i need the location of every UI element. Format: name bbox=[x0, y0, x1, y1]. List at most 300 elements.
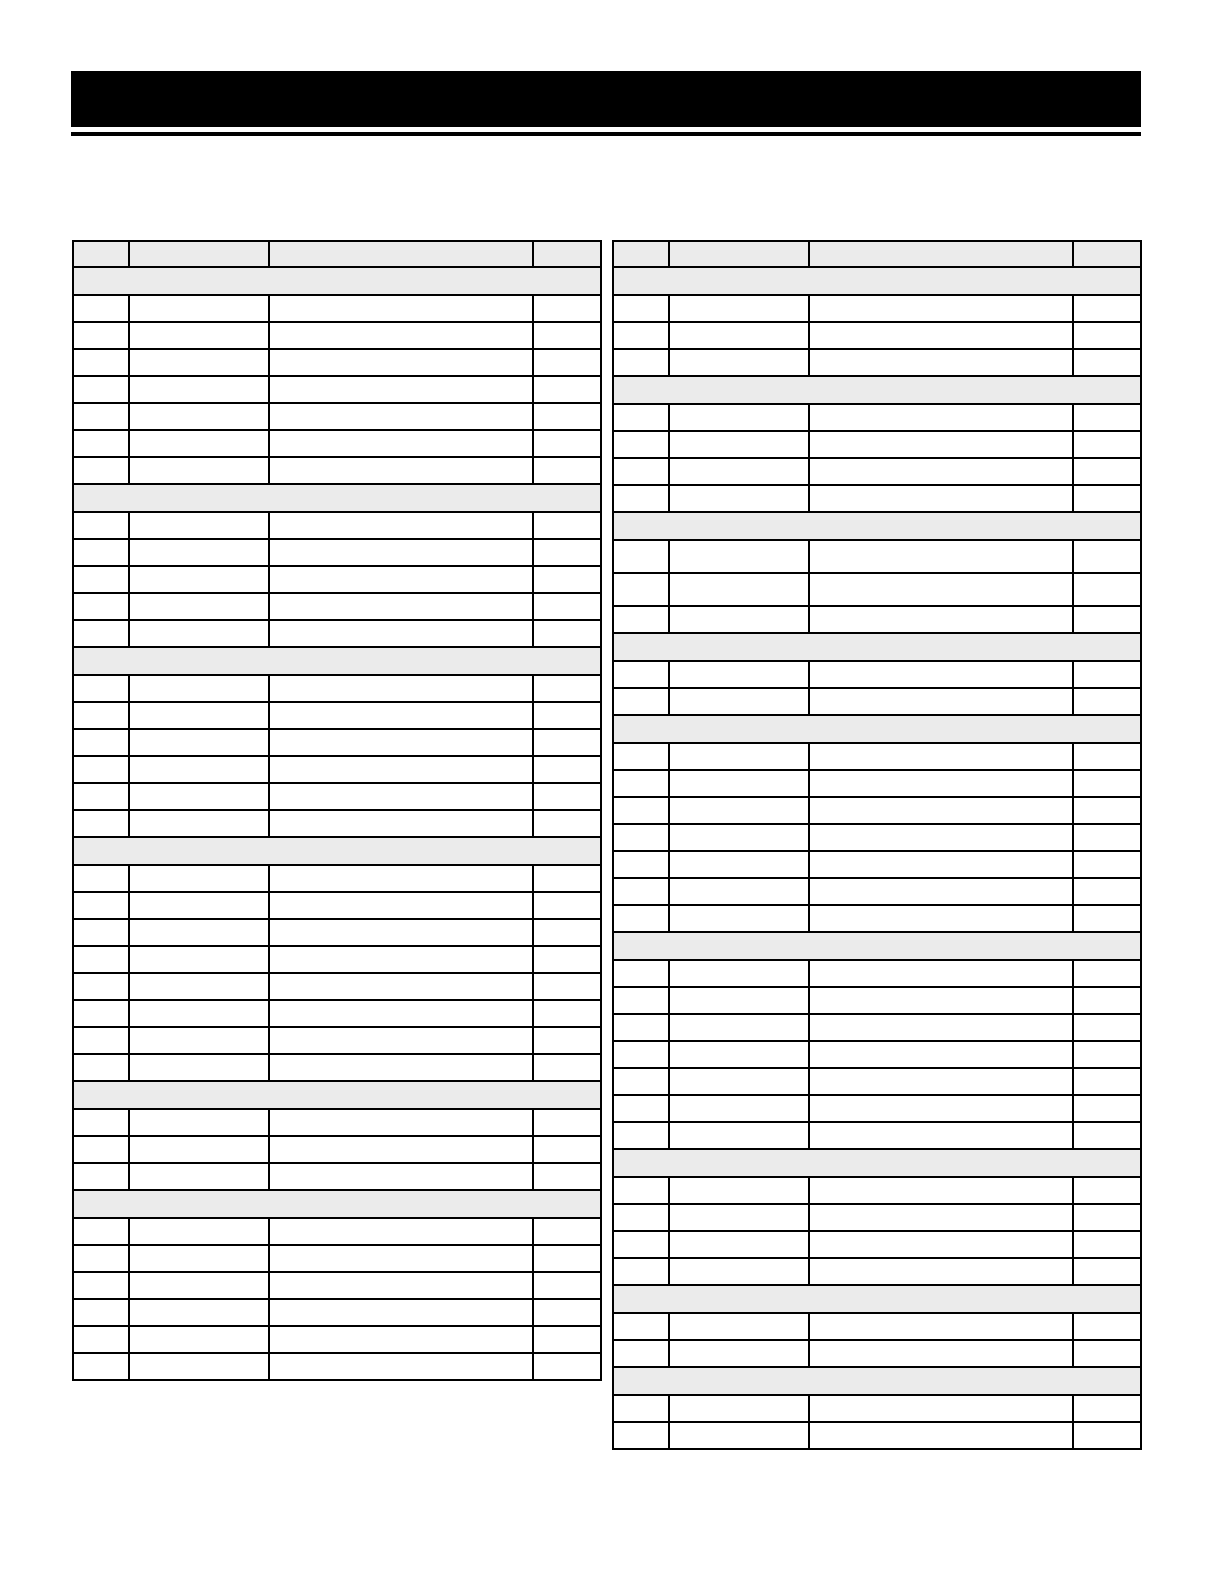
cell-description bbox=[269, 1245, 533, 1272]
cell-description bbox=[269, 973, 533, 1000]
cell-description bbox=[809, 688, 1073, 715]
cell-description bbox=[269, 1326, 533, 1353]
cell-part-number bbox=[129, 1109, 269, 1136]
cell-part-number bbox=[669, 1395, 809, 1422]
cell-no bbox=[613, 905, 669, 932]
cell-no bbox=[613, 878, 669, 905]
cell-description bbox=[809, 1041, 1073, 1068]
cell-no bbox=[613, 1258, 669, 1285]
header-cell-qty bbox=[533, 241, 601, 267]
cell-description bbox=[269, 566, 533, 593]
cell-part-number bbox=[129, 1299, 269, 1326]
cell-qty bbox=[533, 973, 601, 1000]
cell-no bbox=[613, 540, 669, 573]
table-row bbox=[73, 512, 601, 539]
cell-description bbox=[809, 295, 1073, 322]
table-row bbox=[613, 349, 1141, 376]
table-row bbox=[613, 1068, 1141, 1095]
table-row bbox=[613, 797, 1141, 824]
cell-description bbox=[269, 810, 533, 837]
section-label bbox=[73, 837, 601, 865]
cell-part-number bbox=[129, 1000, 269, 1027]
table-row bbox=[613, 458, 1141, 485]
cell-part-number bbox=[129, 946, 269, 973]
cell-description bbox=[809, 851, 1073, 878]
table-row bbox=[613, 960, 1141, 987]
cell-no bbox=[613, 1177, 669, 1204]
table-row bbox=[73, 675, 601, 702]
table-row bbox=[73, 430, 601, 457]
cell-no bbox=[73, 430, 129, 457]
table-row bbox=[613, 431, 1141, 458]
cell-no bbox=[613, 322, 669, 349]
header-cell-qty bbox=[1073, 241, 1141, 267]
cell-qty bbox=[533, 946, 601, 973]
section-header-row bbox=[613, 1149, 1141, 1177]
cell-part-number bbox=[669, 1231, 809, 1258]
section-label bbox=[73, 647, 601, 675]
section-header-row bbox=[73, 484, 601, 512]
cell-part-number bbox=[669, 905, 809, 932]
cell-description bbox=[809, 824, 1073, 851]
cell-qty bbox=[533, 457, 601, 484]
cell-part-number bbox=[669, 573, 809, 606]
cell-qty bbox=[533, 1272, 601, 1299]
cell-part-number bbox=[129, 1326, 269, 1353]
cell-no bbox=[613, 431, 669, 458]
cell-description bbox=[269, 1299, 533, 1326]
cell-qty bbox=[533, 539, 601, 566]
section-label bbox=[613, 1367, 1141, 1395]
cell-no bbox=[73, 675, 129, 702]
cell-part-number bbox=[669, 1068, 809, 1095]
cell-part-number bbox=[669, 431, 809, 458]
table-header-row bbox=[73, 241, 601, 267]
cell-part-number bbox=[129, 349, 269, 376]
table-row bbox=[613, 1041, 1141, 1068]
cell-qty bbox=[533, 702, 601, 729]
section-label bbox=[73, 1081, 601, 1109]
title-bar bbox=[71, 71, 1141, 127]
cell-qty bbox=[533, 1326, 601, 1353]
cell-no bbox=[73, 1218, 129, 1245]
cell-qty bbox=[533, 1054, 601, 1081]
cell-description bbox=[809, 1122, 1073, 1149]
section-header-row bbox=[613, 715, 1141, 743]
cell-description bbox=[269, 756, 533, 783]
cell-description bbox=[269, 729, 533, 756]
cell-no bbox=[613, 404, 669, 431]
cell-description bbox=[809, 458, 1073, 485]
cell-no bbox=[613, 851, 669, 878]
section-label bbox=[613, 633, 1141, 661]
cell-part-number bbox=[669, 987, 809, 1014]
cell-part-number bbox=[669, 797, 809, 824]
cell-part-number bbox=[129, 756, 269, 783]
cell-qty bbox=[533, 810, 601, 837]
cell-no bbox=[73, 457, 129, 484]
cell-part-number bbox=[129, 1054, 269, 1081]
cell-qty bbox=[533, 1245, 601, 1272]
table-row bbox=[73, 1245, 601, 1272]
cell-qty bbox=[1073, 1231, 1141, 1258]
table-row bbox=[613, 1258, 1141, 1285]
cell-no bbox=[613, 458, 669, 485]
cell-part-number bbox=[669, 661, 809, 688]
cell-qty bbox=[533, 1136, 601, 1163]
table-row bbox=[73, 810, 601, 837]
table-row bbox=[613, 1204, 1141, 1231]
section-header-row bbox=[613, 633, 1141, 661]
cell-no bbox=[613, 960, 669, 987]
table-row bbox=[73, 702, 601, 729]
cell-part-number bbox=[669, 688, 809, 715]
cell-part-number bbox=[129, 376, 269, 403]
cell-description bbox=[269, 1000, 533, 1027]
table-row bbox=[73, 539, 601, 566]
cell-description bbox=[269, 1027, 533, 1054]
cell-qty bbox=[1073, 1095, 1141, 1122]
cell-no bbox=[73, 539, 129, 566]
cell-part-number bbox=[129, 566, 269, 593]
cell-qty bbox=[1073, 1258, 1141, 1285]
cell-part-number bbox=[669, 1340, 809, 1367]
cell-part-number bbox=[129, 675, 269, 702]
cell-no bbox=[73, 810, 129, 837]
section-header-row bbox=[73, 1081, 601, 1109]
cell-description bbox=[269, 1054, 533, 1081]
cell-no bbox=[613, 1395, 669, 1422]
cell-description bbox=[269, 783, 533, 810]
cell-no bbox=[73, 729, 129, 756]
cell-qty bbox=[1073, 851, 1141, 878]
cell-no bbox=[613, 573, 669, 606]
cell-no bbox=[73, 892, 129, 919]
cell-part-number bbox=[669, 1041, 809, 1068]
cell-description bbox=[269, 349, 533, 376]
cell-description bbox=[269, 946, 533, 973]
cell-description bbox=[269, 919, 533, 946]
cell-part-number bbox=[669, 606, 809, 633]
cell-qty bbox=[533, 566, 601, 593]
cell-no bbox=[73, 1272, 129, 1299]
cell-description bbox=[809, 770, 1073, 797]
section-label bbox=[613, 512, 1141, 540]
cell-no bbox=[73, 919, 129, 946]
table-row bbox=[73, 376, 601, 403]
section-header-row bbox=[73, 267, 601, 295]
table-row bbox=[613, 878, 1141, 905]
cell-part-number bbox=[129, 1027, 269, 1054]
cell-no bbox=[73, 1299, 129, 1326]
cell-part-number bbox=[129, 1272, 269, 1299]
cell-no bbox=[613, 1313, 669, 1340]
cell-description bbox=[809, 1231, 1073, 1258]
cell-description bbox=[809, 987, 1073, 1014]
cell-qty bbox=[1073, 458, 1141, 485]
cell-part-number bbox=[129, 430, 269, 457]
cell-no bbox=[613, 1204, 669, 1231]
table-row bbox=[73, 1299, 601, 1326]
table-row bbox=[613, 1395, 1141, 1422]
cell-qty bbox=[1073, 987, 1141, 1014]
cell-qty bbox=[1073, 1041, 1141, 1068]
section-label bbox=[613, 932, 1141, 960]
parts-table-left bbox=[72, 240, 602, 1381]
section-label bbox=[613, 376, 1141, 404]
cell-part-number bbox=[129, 1245, 269, 1272]
table-row bbox=[73, 973, 601, 1000]
table-row bbox=[613, 824, 1141, 851]
table-row bbox=[613, 322, 1141, 349]
table-row bbox=[73, 457, 601, 484]
cell-description bbox=[269, 675, 533, 702]
cell-no bbox=[73, 973, 129, 1000]
cell-qty bbox=[533, 295, 601, 322]
cell-part-number bbox=[129, 1353, 269, 1380]
table-row bbox=[613, 606, 1141, 633]
cell-no bbox=[73, 756, 129, 783]
section-header-row bbox=[73, 837, 601, 865]
cell-description bbox=[269, 457, 533, 484]
cell-qty bbox=[533, 1163, 601, 1190]
cell-no bbox=[73, 512, 129, 539]
cell-part-number bbox=[669, 1422, 809, 1449]
cell-description bbox=[809, 743, 1073, 770]
cell-part-number bbox=[129, 810, 269, 837]
cell-no bbox=[613, 1122, 669, 1149]
cell-description bbox=[809, 1068, 1073, 1095]
table-row bbox=[73, 322, 601, 349]
table-row bbox=[73, 620, 601, 647]
table-row bbox=[613, 1231, 1141, 1258]
cell-description bbox=[809, 1422, 1073, 1449]
cell-qty bbox=[533, 729, 601, 756]
table-row bbox=[613, 1340, 1141, 1367]
cell-no bbox=[613, 606, 669, 633]
cell-part-number bbox=[129, 403, 269, 430]
cell-description bbox=[809, 349, 1073, 376]
cell-no bbox=[613, 688, 669, 715]
cell-part-number bbox=[669, 1095, 809, 1122]
cell-qty bbox=[1073, 404, 1141, 431]
header-cell-no bbox=[613, 241, 669, 267]
cell-qty bbox=[1073, 661, 1141, 688]
table-row bbox=[73, 1136, 601, 1163]
cell-qty bbox=[533, 675, 601, 702]
cell-description bbox=[809, 573, 1073, 606]
cell-description bbox=[269, 1163, 533, 1190]
cell-qty bbox=[533, 620, 601, 647]
cell-no bbox=[73, 1054, 129, 1081]
cell-qty bbox=[533, 1299, 601, 1326]
section-header-row bbox=[73, 1190, 601, 1218]
table-row bbox=[613, 770, 1141, 797]
cell-qty bbox=[1073, 797, 1141, 824]
cell-no bbox=[613, 1340, 669, 1367]
cell-qty bbox=[1073, 1204, 1141, 1231]
header-cell-no bbox=[73, 241, 129, 267]
table-row bbox=[613, 743, 1141, 770]
cell-no bbox=[73, 1136, 129, 1163]
cell-description bbox=[809, 1395, 1073, 1422]
cell-description bbox=[809, 606, 1073, 633]
cell-no bbox=[73, 349, 129, 376]
cell-description bbox=[269, 1272, 533, 1299]
section-label bbox=[73, 484, 601, 512]
cell-qty bbox=[533, 1353, 601, 1380]
cell-no bbox=[73, 865, 129, 892]
header-cell-part-number bbox=[129, 241, 269, 267]
cell-part-number bbox=[669, 878, 809, 905]
table-row bbox=[73, 1218, 601, 1245]
cell-qty bbox=[1073, 960, 1141, 987]
cell-description bbox=[269, 430, 533, 457]
cell-description bbox=[809, 1177, 1073, 1204]
cell-qty bbox=[1073, 349, 1141, 376]
cell-qty bbox=[1073, 905, 1141, 932]
cell-no bbox=[73, 566, 129, 593]
cell-no bbox=[73, 1326, 129, 1353]
cell-description bbox=[269, 892, 533, 919]
cell-part-number bbox=[669, 743, 809, 770]
section-label bbox=[613, 715, 1141, 743]
table-row bbox=[613, 1422, 1141, 1449]
cell-qty bbox=[1073, 322, 1141, 349]
section-header-row bbox=[613, 1367, 1141, 1395]
section-label bbox=[613, 1285, 1141, 1313]
cell-part-number bbox=[669, 295, 809, 322]
table-row bbox=[73, 1326, 601, 1353]
cell-part-number bbox=[129, 919, 269, 946]
cell-qty bbox=[1073, 1395, 1141, 1422]
cell-description bbox=[809, 960, 1073, 987]
cell-description bbox=[809, 797, 1073, 824]
cell-no bbox=[613, 1095, 669, 1122]
table-row bbox=[613, 1313, 1141, 1340]
section-header-row bbox=[613, 376, 1141, 404]
cell-part-number bbox=[669, 1177, 809, 1204]
cell-description bbox=[269, 1353, 533, 1380]
cell-description bbox=[269, 702, 533, 729]
cell-qty bbox=[533, 919, 601, 946]
table-row bbox=[613, 851, 1141, 878]
table-row bbox=[73, 566, 601, 593]
cell-no bbox=[613, 770, 669, 797]
cell-part-number bbox=[129, 1136, 269, 1163]
table-row bbox=[613, 1122, 1141, 1149]
cell-no bbox=[613, 987, 669, 1014]
cell-qty bbox=[533, 403, 601, 430]
section-label bbox=[613, 267, 1141, 295]
table-row bbox=[613, 1095, 1141, 1122]
cell-description bbox=[269, 512, 533, 539]
cell-part-number bbox=[669, 1204, 809, 1231]
cell-qty bbox=[533, 322, 601, 349]
cell-part-number bbox=[669, 1122, 809, 1149]
cell-part-number bbox=[669, 851, 809, 878]
cell-qty bbox=[1073, 1340, 1141, 1367]
cell-part-number bbox=[129, 1163, 269, 1190]
cell-qty bbox=[1073, 878, 1141, 905]
cell-description bbox=[809, 878, 1073, 905]
cell-description bbox=[809, 905, 1073, 932]
table-header-row bbox=[613, 241, 1141, 267]
cell-qty bbox=[1073, 573, 1141, 606]
section-label bbox=[73, 1190, 601, 1218]
cell-qty bbox=[1073, 540, 1141, 573]
cell-no bbox=[73, 946, 129, 973]
cell-no bbox=[613, 1014, 669, 1041]
cell-qty bbox=[533, 1000, 601, 1027]
title-divider bbox=[71, 132, 1141, 136]
cell-part-number bbox=[669, 322, 809, 349]
table-row bbox=[73, 1000, 601, 1027]
cell-qty bbox=[1073, 743, 1141, 770]
cell-qty bbox=[533, 512, 601, 539]
cell-qty bbox=[533, 349, 601, 376]
cell-no bbox=[613, 295, 669, 322]
cell-qty bbox=[533, 783, 601, 810]
cell-no bbox=[613, 1231, 669, 1258]
cell-part-number bbox=[129, 783, 269, 810]
section-label bbox=[613, 1149, 1141, 1177]
table-row bbox=[73, 783, 601, 810]
cell-description bbox=[809, 1204, 1073, 1231]
cell-part-number bbox=[669, 824, 809, 851]
cell-part-number bbox=[129, 1218, 269, 1245]
table-row bbox=[73, 1054, 601, 1081]
header-cell-description bbox=[809, 241, 1073, 267]
table-row bbox=[613, 905, 1141, 932]
table-row bbox=[613, 1177, 1141, 1204]
parts-table-right bbox=[612, 240, 1142, 1450]
cell-description bbox=[269, 322, 533, 349]
cell-qty bbox=[1073, 431, 1141, 458]
cell-no bbox=[73, 1245, 129, 1272]
cell-no bbox=[73, 702, 129, 729]
section-label bbox=[73, 267, 601, 295]
header-cell-description bbox=[269, 241, 533, 267]
table-row bbox=[73, 892, 601, 919]
table-row bbox=[73, 295, 601, 322]
table-body bbox=[613, 267, 1141, 1449]
cell-qty bbox=[533, 1109, 601, 1136]
table-row bbox=[613, 573, 1141, 606]
table-row bbox=[73, 1272, 601, 1299]
section-header-row bbox=[613, 512, 1141, 540]
cell-part-number bbox=[669, 1258, 809, 1285]
cell-no bbox=[73, 1027, 129, 1054]
cell-part-number bbox=[669, 404, 809, 431]
cell-no bbox=[613, 797, 669, 824]
cell-description bbox=[809, 1313, 1073, 1340]
cell-part-number bbox=[669, 960, 809, 987]
cell-no bbox=[73, 322, 129, 349]
table-row bbox=[613, 987, 1141, 1014]
cell-description bbox=[809, 322, 1073, 349]
cell-part-number bbox=[669, 770, 809, 797]
table-row bbox=[613, 295, 1141, 322]
section-header-row bbox=[613, 267, 1141, 295]
cell-no bbox=[73, 783, 129, 810]
cell-qty bbox=[1073, 688, 1141, 715]
table-row bbox=[73, 865, 601, 892]
table-row bbox=[73, 919, 601, 946]
table-row bbox=[73, 403, 601, 430]
section-header-row bbox=[613, 932, 1141, 960]
cell-description bbox=[269, 1218, 533, 1245]
